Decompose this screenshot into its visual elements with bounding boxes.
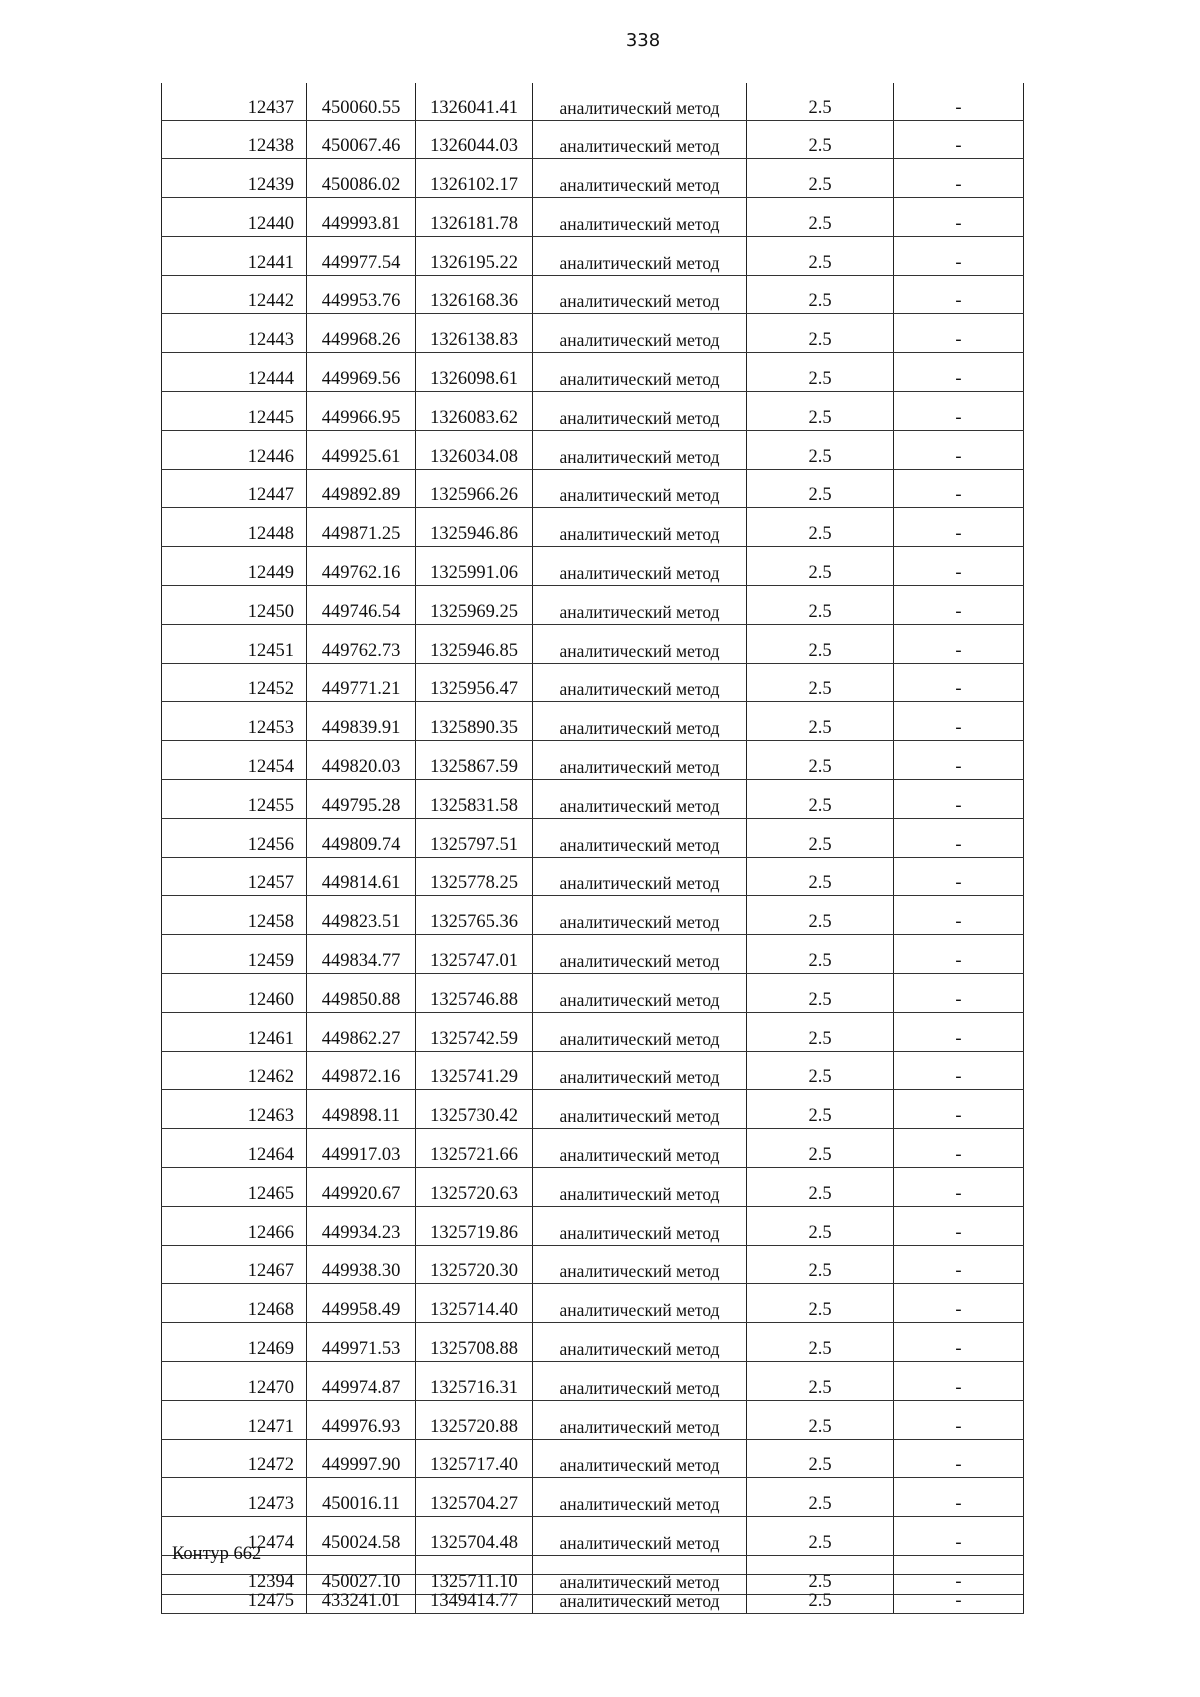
cell-note: -: [894, 198, 1024, 237]
cell-x-coordinate: 449871.25: [307, 508, 416, 547]
cell-accuracy: 2.5: [747, 974, 894, 1013]
cell-note: -: [894, 1090, 1024, 1129]
cell-method: аналитический метод: [533, 702, 747, 741]
cell-accuracy: 2.5: [747, 430, 894, 469]
cell-x-coordinate: 449976.93: [307, 1400, 416, 1439]
cell-note: -: [894, 120, 1024, 159]
cell-point-number: 12464: [162, 1129, 307, 1168]
cell-note: -: [894, 353, 1024, 392]
coordinates-table: [161, 83, 1024, 1595]
cell-point-number: 12452: [162, 663, 307, 702]
cell-method: аналитический метод: [533, 1284, 747, 1323]
cell-accuracy: 2.5: [747, 1575, 894, 1614]
cell-accuracy: 2.5: [747, 275, 894, 314]
cell-method: аналитический метод: [533, 1362, 747, 1401]
cell-x-coordinate: 449925.61: [307, 430, 416, 469]
table-row: [162, 624, 1024, 663]
cell-accuracy: 2.5: [747, 1284, 894, 1323]
cell-note: -: [894, 935, 1024, 974]
cell-method: аналитический метод: [533, 586, 747, 625]
cell-x-coordinate: 450016.11: [307, 1478, 416, 1517]
cell-y-coordinate: 1326098.61: [416, 353, 533, 392]
cell-method: аналитический метод: [533, 1168, 747, 1207]
cell-accuracy: 2.5: [747, 159, 894, 198]
cell-note: -: [894, 624, 1024, 663]
cell-note: -: [894, 1555, 1024, 1594]
cell-y-coordinate: 1325711.10: [416, 1555, 533, 1594]
cell-note: -: [894, 1012, 1024, 1051]
cell-point-number: 12460: [162, 974, 307, 1013]
cell-method: аналитический метод: [533, 275, 747, 314]
cell-x-coordinate: 450067.46: [307, 120, 416, 159]
cell-note: -: [894, 1245, 1024, 1284]
table-row: [162, 314, 1024, 353]
cell-note: -: [894, 1400, 1024, 1439]
cell-x-coordinate: 450086.02: [307, 159, 416, 198]
cell-accuracy: 2.5: [747, 1323, 894, 1362]
cell-method: аналитический метод: [533, 314, 747, 353]
cell-x-coordinate: 449968.26: [307, 314, 416, 353]
cell-point-number: 12475: [162, 1575, 307, 1614]
cell-note: -: [894, 586, 1024, 625]
table-row: [162, 1362, 1024, 1401]
table-row: [162, 430, 1024, 469]
cell-note: -: [894, 1284, 1024, 1323]
cell-point-number: 12453: [162, 702, 307, 741]
cell-accuracy: 2.5: [747, 392, 894, 431]
cell-x-coordinate: 449850.88: [307, 974, 416, 1013]
cell-note: -: [894, 430, 1024, 469]
cell-y-coordinate: 1325956.47: [416, 663, 533, 702]
cell-accuracy: 2.5: [747, 1400, 894, 1439]
table-row: [162, 1168, 1024, 1207]
cell-method: аналитический метод: [533, 120, 747, 159]
table-row: [162, 1129, 1024, 1168]
cell-accuracy: 2.5: [747, 236, 894, 275]
cell-point-number: 12443: [162, 314, 307, 353]
cell-note: -: [894, 1478, 1024, 1517]
cell-note: -: [894, 1206, 1024, 1245]
cell-x-coordinate: 450027.10: [307, 1555, 416, 1594]
cell-note: -: [894, 663, 1024, 702]
cell-method: аналитический метод: [533, 1129, 747, 1168]
cell-accuracy: 2.5: [747, 1012, 894, 1051]
cell-accuracy: 2.5: [747, 314, 894, 353]
cell-y-coordinate: 1325708.88: [416, 1323, 533, 1362]
table-row: [162, 159, 1024, 198]
cell-method: аналитический метод: [533, 624, 747, 663]
cell-note: -: [894, 780, 1024, 819]
cell-accuracy: 2.5: [747, 663, 894, 702]
cell-note: -: [894, 275, 1024, 314]
cell-note: -: [894, 818, 1024, 857]
cell-method: аналитический метод: [533, 236, 747, 275]
cell-method: аналитический метод: [533, 159, 747, 198]
table-row: [162, 702, 1024, 741]
cell-note: -: [894, 741, 1024, 780]
cell-accuracy: 2.5: [747, 896, 894, 935]
cell-point-number: 12438: [162, 120, 307, 159]
cell-y-coordinate: 1325714.40: [416, 1284, 533, 1323]
cell-y-coordinate: 1325741.29: [416, 1051, 533, 1090]
cell-y-coordinate: 1326168.36: [416, 275, 533, 314]
cell-accuracy: 2.5: [747, 702, 894, 741]
cell-accuracy: 2.5: [747, 353, 894, 392]
cell-y-coordinate: 1325831.58: [416, 780, 533, 819]
cell-y-coordinate: 1326181.78: [416, 198, 533, 237]
cell-point-number: 12462: [162, 1051, 307, 1090]
cell-method: аналитический метод: [533, 663, 747, 702]
cell-y-coordinate: 1325747.01: [416, 935, 533, 974]
cell-y-coordinate: 1325716.31: [416, 1362, 533, 1401]
cell-point-number: 12457: [162, 857, 307, 896]
cell-accuracy: 2.5: [747, 624, 894, 663]
cell-x-coordinate: 449839.91: [307, 702, 416, 741]
cell-y-coordinate: 1349414.77: [416, 1575, 533, 1614]
cell-point-number: 12471: [162, 1400, 307, 1439]
cell-note: -: [894, 1323, 1024, 1362]
cell-method: аналитический метод: [533, 741, 747, 780]
cell-y-coordinate: 1325946.85: [416, 624, 533, 663]
cell-point-number: 12451: [162, 624, 307, 663]
cell-y-coordinate: 1326195.22: [416, 236, 533, 275]
cell-point-number: 12467: [162, 1245, 307, 1284]
table-row: [162, 741, 1024, 780]
cell-note: -: [894, 1362, 1024, 1401]
cell-method: аналитический метод: [533, 508, 747, 547]
cell-note: -: [894, 1517, 1024, 1556]
cell-method: аналитический метод: [533, 1400, 747, 1439]
table-row: [162, 974, 1024, 1013]
table-row: [162, 275, 1024, 314]
cell-x-coordinate: 449809.74: [307, 818, 416, 857]
cell-method: аналитический метод: [533, 1090, 747, 1129]
cell-y-coordinate: 1325704.27: [416, 1478, 533, 1517]
cell-method: аналитический метод: [533, 469, 747, 508]
cell-method: аналитический метод: [533, 392, 747, 431]
cell-y-coordinate: 1326044.03: [416, 120, 533, 159]
cell-accuracy: 2.5: [747, 1245, 894, 1284]
cell-y-coordinate: 1325720.88: [416, 1400, 533, 1439]
cell-note: -: [894, 159, 1024, 198]
cell-accuracy: 2.5: [747, 1206, 894, 1245]
cell-method: аналитический метод: [533, 818, 747, 857]
cell-x-coordinate: 449969.56: [307, 353, 416, 392]
table-row: [162, 1245, 1024, 1284]
table-row: [162, 818, 1024, 857]
cell-x-coordinate: 449898.11: [307, 1090, 416, 1129]
cell-y-coordinate: 1325797.51: [416, 818, 533, 857]
cell-method: аналитический метод: [533, 83, 747, 120]
cell-x-coordinate: 449993.81: [307, 198, 416, 237]
cell-point-number: 12442: [162, 275, 307, 314]
cell-point-number: 12458: [162, 896, 307, 935]
cell-point-number: 12473: [162, 1478, 307, 1517]
cell-accuracy: 2.5: [747, 1090, 894, 1129]
cell-accuracy: 2.5: [747, 741, 894, 780]
table-row: [162, 392, 1024, 431]
page-number: 338: [625, 30, 661, 51]
cell-method: аналитический метод: [533, 1245, 747, 1284]
cell-method: аналитический метод: [533, 353, 747, 392]
cell-y-coordinate: 1325991.06: [416, 547, 533, 586]
cell-accuracy: 2.5: [747, 83, 894, 120]
cell-y-coordinate: 1325720.63: [416, 1168, 533, 1207]
table-row: [162, 1051, 1024, 1090]
cell-accuracy: 2.5: [747, 586, 894, 625]
cell-point-number: 12446: [162, 430, 307, 469]
table-row: [162, 857, 1024, 896]
cell-note: -: [894, 1051, 1024, 1090]
cell-x-coordinate: 449958.49: [307, 1284, 416, 1323]
cell-note: -: [894, 314, 1024, 353]
cell-note: -: [894, 974, 1024, 1013]
cell-point-number: 12455: [162, 780, 307, 819]
table-row: [162, 1323, 1024, 1362]
cell-accuracy: 2.5: [747, 1362, 894, 1401]
table-row: [162, 469, 1024, 508]
cell-method: аналитический метод: [533, 1439, 747, 1478]
cell-method: аналитический метод: [533, 896, 747, 935]
cell-method: аналитический метод: [533, 1323, 747, 1362]
cell-y-coordinate: 1326083.62: [416, 392, 533, 431]
cell-accuracy: 2.5: [747, 857, 894, 896]
cell-note: -: [894, 1439, 1024, 1478]
cell-point-number: 12450: [162, 586, 307, 625]
table-row: [162, 586, 1024, 625]
cell-note: -: [894, 857, 1024, 896]
cell-point-number: 12461: [162, 1012, 307, 1051]
cell-point-number: 12445: [162, 392, 307, 431]
cell-point-number: 12465: [162, 1168, 307, 1207]
cell-x-coordinate: 449771.21: [307, 663, 416, 702]
cell-accuracy: 2.5: [747, 508, 894, 547]
cell-x-coordinate: 449892.89: [307, 469, 416, 508]
table-row: [162, 1090, 1024, 1129]
cell-y-coordinate: 1326102.17: [416, 159, 533, 198]
table-row: [162, 1012, 1024, 1051]
cell-note: -: [894, 1129, 1024, 1168]
table-row: [162, 780, 1024, 819]
cell-y-coordinate: 1325966.26: [416, 469, 533, 508]
cell-x-coordinate: 449966.95: [307, 392, 416, 431]
cell-x-coordinate: 449762.16: [307, 547, 416, 586]
cell-x-coordinate: 449920.67: [307, 1168, 416, 1207]
cell-x-coordinate: 449971.53: [307, 1323, 416, 1362]
cell-point-number: 12439: [162, 159, 307, 198]
cell-note: -: [894, 236, 1024, 275]
cell-x-coordinate: 449953.76: [307, 275, 416, 314]
cell-x-coordinate: 449938.30: [307, 1245, 416, 1284]
cell-accuracy: 2.5: [747, 1478, 894, 1517]
cell-x-coordinate: 449997.90: [307, 1439, 416, 1478]
table-row: [162, 236, 1024, 275]
cell-x-coordinate: 450060.55: [307, 83, 416, 120]
cell-note: -: [894, 1168, 1024, 1207]
cell-y-coordinate: 1325719.86: [416, 1206, 533, 1245]
cell-y-coordinate: 1325721.66: [416, 1129, 533, 1168]
cell-note: -: [894, 469, 1024, 508]
cell-y-coordinate: 1325778.25: [416, 857, 533, 896]
cell-point-number: 12440: [162, 198, 307, 237]
cell-y-coordinate: 1325969.25: [416, 586, 533, 625]
cell-method: аналитический метод: [533, 1012, 747, 1051]
cell-y-coordinate: 1326034.08: [416, 430, 533, 469]
cell-method: аналитический метод: [533, 1478, 747, 1517]
cell-y-coordinate: 1325746.88: [416, 974, 533, 1013]
cell-accuracy: 2.5: [747, 818, 894, 857]
cell-point-number: 12470: [162, 1362, 307, 1401]
cell-x-coordinate: 449977.54: [307, 236, 416, 275]
cell-point-number: 12472: [162, 1439, 307, 1478]
cell-accuracy: 2.5: [747, 1168, 894, 1207]
cell-y-coordinate: 1326138.83: [416, 314, 533, 353]
cell-x-coordinate: 449862.27: [307, 1012, 416, 1051]
cell-accuracy: 2.5: [747, 1555, 894, 1594]
cell-point-number: 12474: [162, 1517, 307, 1556]
cell-y-coordinate: 1326041.41: [416, 83, 533, 120]
cell-point-number: 12454: [162, 741, 307, 780]
cell-note: -: [894, 702, 1024, 741]
table-row: [162, 547, 1024, 586]
cell-method: аналитический метод: [533, 935, 747, 974]
contour-662-table: [161, 1574, 1024, 1614]
table-row: [162, 198, 1024, 237]
cell-y-coordinate: 1325717.40: [416, 1439, 533, 1478]
cell-x-coordinate: 449814.61: [307, 857, 416, 896]
cell-accuracy: 2.5: [747, 469, 894, 508]
table-row: [162, 935, 1024, 974]
table-row: [162, 1517, 1024, 1556]
table-row: [162, 896, 1024, 935]
cell-x-coordinate: 449762.73: [307, 624, 416, 663]
cell-y-coordinate: 1325730.42: [416, 1090, 533, 1129]
cell-method: аналитический метод: [533, 430, 747, 469]
cell-point-number: 12459: [162, 935, 307, 974]
cell-x-coordinate: 449872.16: [307, 1051, 416, 1090]
cell-accuracy: 2.5: [747, 1439, 894, 1478]
cell-point-number: 12448: [162, 508, 307, 547]
cell-method: аналитический метод: [533, 1555, 747, 1594]
cell-accuracy: 2.5: [747, 1517, 894, 1556]
cell-x-coordinate: 449795.28: [307, 780, 416, 819]
cell-method: аналитический метод: [533, 857, 747, 896]
cell-note: -: [894, 896, 1024, 935]
cell-accuracy: 2.5: [747, 1129, 894, 1168]
cell-point-number: 12437: [162, 83, 307, 120]
cell-x-coordinate: 433241.01: [307, 1575, 416, 1614]
cell-y-coordinate: 1325890.35: [416, 702, 533, 741]
cell-method: аналитический метод: [533, 1206, 747, 1245]
cell-point-number: 12456: [162, 818, 307, 857]
cell-method: аналитический метод: [533, 780, 747, 819]
table-row: [162, 1575, 1024, 1614]
cell-x-coordinate: 449834.77: [307, 935, 416, 974]
table-row: [162, 663, 1024, 702]
cell-x-coordinate: 449746.54: [307, 586, 416, 625]
cell-point-number: 12441: [162, 236, 307, 275]
cell-accuracy: 2.5: [747, 120, 894, 159]
cell-y-coordinate: 1325946.86: [416, 508, 533, 547]
cell-method: аналитический метод: [533, 974, 747, 1013]
cell-point-number: 12449: [162, 547, 307, 586]
cell-note: -: [894, 392, 1024, 431]
cell-note: -: [894, 83, 1024, 120]
table-row: [162, 1284, 1024, 1323]
cell-method: аналитический метод: [533, 547, 747, 586]
table-row: [162, 1439, 1024, 1478]
cell-x-coordinate: 449820.03: [307, 741, 416, 780]
table-row: [162, 1478, 1024, 1517]
cell-x-coordinate: 449934.23: [307, 1206, 416, 1245]
cell-y-coordinate: 1325867.59: [416, 741, 533, 780]
cell-method: аналитический метод: [533, 1575, 747, 1614]
cell-point-number: 12469: [162, 1323, 307, 1362]
cell-point-number: 12463: [162, 1090, 307, 1129]
cell-point-number: 12444: [162, 353, 307, 392]
cell-accuracy: 2.5: [747, 547, 894, 586]
cell-note: -: [894, 1575, 1024, 1614]
cell-method: аналитический метод: [533, 1517, 747, 1556]
cell-accuracy: 2.5: [747, 780, 894, 819]
table-row: [162, 1206, 1024, 1245]
table-row: [162, 1400, 1024, 1439]
cell-x-coordinate: 449823.51: [307, 896, 416, 935]
cell-note: -: [894, 547, 1024, 586]
cell-method: аналитический метод: [533, 1051, 747, 1090]
cell-point-number: 12468: [162, 1284, 307, 1323]
cell-accuracy: 2.5: [747, 198, 894, 237]
cell-x-coordinate: 449974.87: [307, 1362, 416, 1401]
cell-point-number: 12466: [162, 1206, 307, 1245]
table-row: [162, 353, 1024, 392]
cell-note: -: [894, 508, 1024, 547]
cell-accuracy: 2.5: [747, 1051, 894, 1090]
contour-label: Контур 662: [172, 1544, 262, 1564]
table-row: [162, 508, 1024, 547]
table-row: [162, 120, 1024, 159]
cell-y-coordinate: 1325765.36: [416, 896, 533, 935]
cell-y-coordinate: 1325704.48: [416, 1517, 533, 1556]
cell-x-coordinate: 449917.03: [307, 1129, 416, 1168]
cell-method: аналитический метод: [533, 198, 747, 237]
table-row: [162, 83, 1024, 120]
cell-accuracy: 2.5: [747, 935, 894, 974]
cell-x-coordinate: 450024.58: [307, 1517, 416, 1556]
cell-y-coordinate: 1325720.30: [416, 1245, 533, 1284]
cell-y-coordinate: 1325742.59: [416, 1012, 533, 1051]
cell-point-number: 12447: [162, 469, 307, 508]
cell-point-number: 12394: [162, 1555, 307, 1594]
